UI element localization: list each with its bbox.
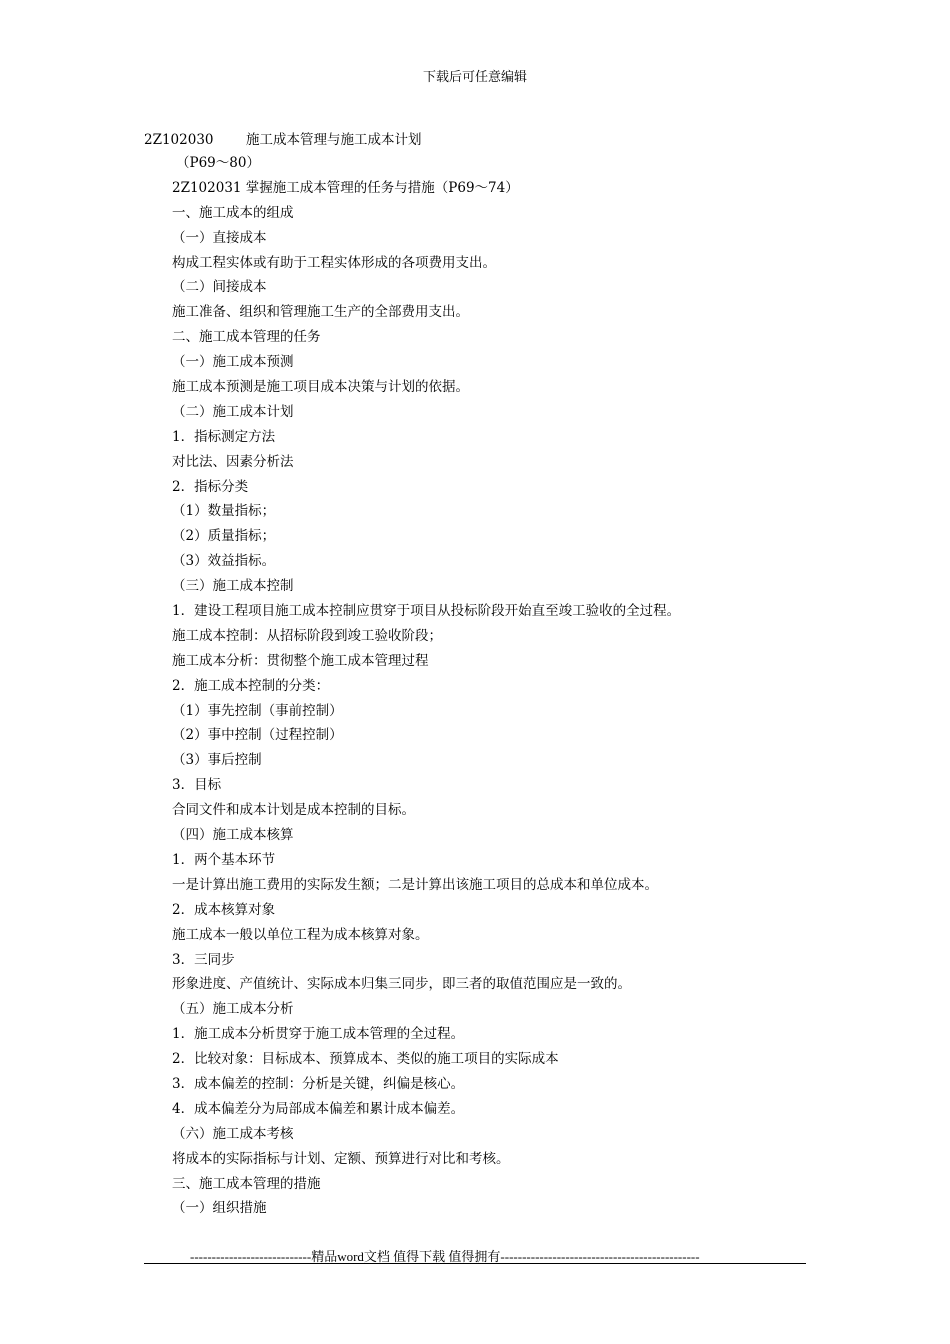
text-line: 施工准备、组织和管理施工生产的全部费用支出。 (172, 304, 469, 321)
text-line: （3）效益指标。 (172, 553, 276, 570)
text-line: （四）施工成本核算 (172, 827, 294, 844)
text-line: （3）事后控制 (172, 752, 262, 769)
text-line: （一）组织措施 (172, 1200, 267, 1217)
section-code: 2Z102030 (144, 132, 214, 148)
text-line: （2）质量指标； (172, 528, 276, 545)
text-line: 合同文件和成本计划是成本控制的目标。 (172, 802, 415, 819)
text-line: 施工成本控制：从招标阶段到竣工验收阶段； (172, 627, 442, 644)
text-line: （2）事中控制（过程控制） (172, 727, 343, 744)
text-line: 施工成本预测是施工项目成本决策与计划的依据。 (172, 379, 469, 396)
text-line: 3．三同步 (172, 951, 235, 968)
text-line: （一）施工成本预测 (172, 354, 294, 371)
text-line: 2．指标分类 (172, 478, 249, 495)
text-line: 1．施工成本分析贯穿于施工成本管理的全过程。 (172, 1026, 465, 1043)
text-line: （五）施工成本分析 (172, 1001, 294, 1018)
text-line: 2．比较对象：目标成本、预算成本、类似的施工项目的实际成本 (172, 1051, 559, 1068)
text-line: 将成本的实际指标与计划、定额、预算进行对比和考核。 (172, 1150, 510, 1167)
text-line: 3．目标 (172, 777, 222, 794)
footer-text: ----------------------------精品word文档 值得下载 值得拥有---------------------------------------------- (190, 1249, 700, 1264)
page-header: 下载后可任意编辑 (422, 70, 527, 85)
text-line: 构成工程实体或有助于工程实体形成的各项费用支出。 (172, 254, 496, 271)
text-line: 二、施工成本管理的任务 (172, 329, 321, 346)
text-line: 施工成本分析：贯彻整个施工成本管理过程 (172, 652, 429, 669)
text-line: 2Z102031 掌握施工成本管理的任务与措施（P69～74） (172, 179, 519, 196)
text-line: （P69～80） (176, 155, 260, 171)
text-line: 形象进度、产值统计、实际成本归集三同步，即三者的取值范围应是一致的。 (172, 976, 631, 993)
text-line: （二）施工成本计划 (172, 403, 294, 420)
text-line: 一是计算出施工费用的实际发生额；二是计算出该施工项目的总成本和单位成本。 (172, 876, 658, 893)
text-line: 1．建设工程项目施工成本控制应贯穿于项目从投标阶段开始直至竣工验收的全过程。 (172, 603, 681, 620)
text-line: 三、施工成本管理的措施 (172, 1175, 321, 1192)
text-line: 4．成本偏差分为局部成本偏差和累计成本偏差。 (172, 1100, 465, 1117)
text-line: 1．指标测定方法 (172, 428, 276, 445)
text-line: （二）间接成本 (172, 279, 267, 296)
text-line: （1）数量指标； (172, 503, 276, 520)
document-body (172, 151, 812, 1221)
text-line: （一）直接成本 (172, 229, 267, 246)
text-line: （三）施工成本控制 (172, 578, 294, 595)
text-line: 2．施工成本控制的分类： (172, 677, 330, 694)
section-title (144, 128, 422, 148)
text-line: 一、施工成本的组成 (172, 204, 294, 221)
section-title-text: 施工成本管理与施工成本计划 (246, 132, 422, 148)
text-line: 1．两个基本环节 (172, 851, 276, 868)
text-line: 3．成本偏差的控制：分析是关键，纠偏是核心。 (172, 1075, 465, 1092)
footer-rule (144, 1263, 806, 1264)
text-line: 施工成本一般以单位工程为成本核算对象。 (172, 926, 429, 943)
text-line: （六）施工成本考核 (172, 1125, 294, 1142)
text-line: （1）事先控制（事前控制） (172, 702, 343, 719)
text-line: 对比法、因素分析法 (172, 453, 294, 470)
text-line: 2．成本核算对象 (172, 901, 276, 918)
